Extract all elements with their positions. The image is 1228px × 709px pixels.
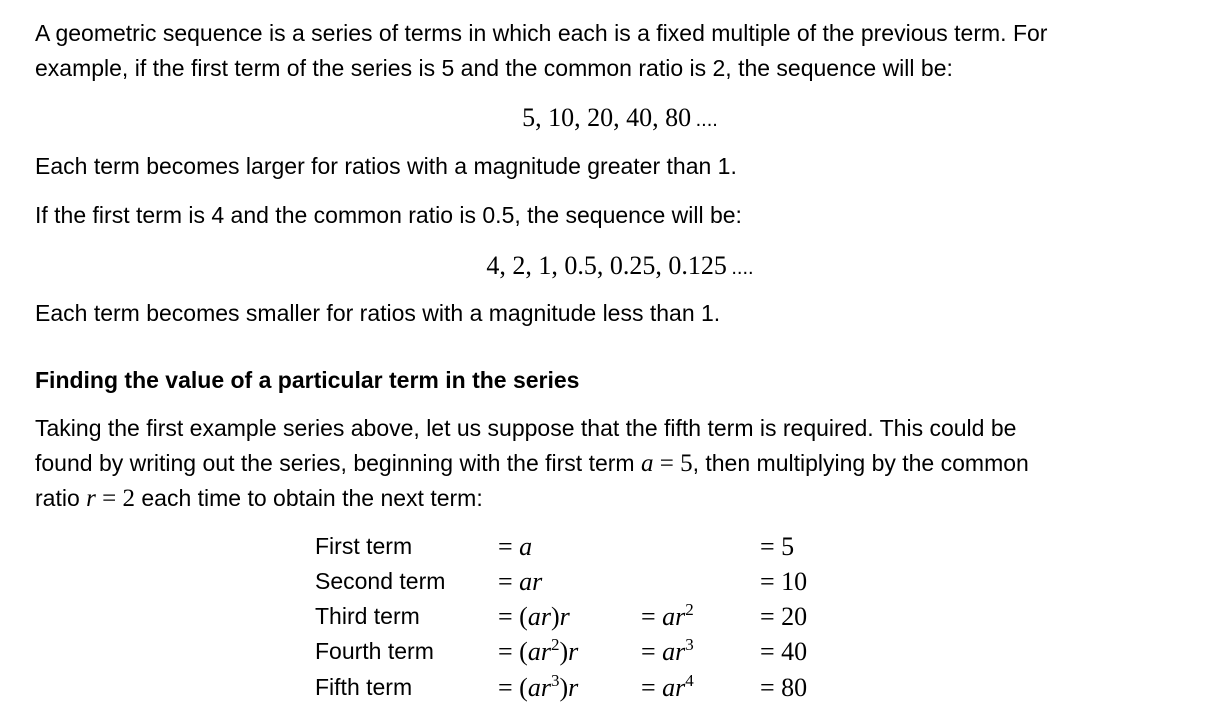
term-value: = 40: [760, 637, 808, 666]
second-example: If the first term is 4 and the common ratio is 0.5, the sequence will be:: [35, 202, 742, 228]
explain-line-1: Taking the first example series above, let us suppose that the fifth term is required. This could be: [35, 415, 1017, 441]
explain-line-2-post: , then multiplying by the common: [692, 450, 1029, 476]
terms-table-row: [35, 529, 1205, 564]
var-r: r: [86, 485, 96, 512]
explain-line-3-post: each time to obtain the next term:: [134, 485, 483, 511]
term-value: = 20: [760, 602, 808, 631]
sequence-1-terms: 5, 10, 20, 40, 80: [522, 103, 692, 132]
term-power-form: = $ar^2$: [641, 600, 694, 631]
terms-table: [35, 529, 1205, 709]
smaller-note: Each term becomes smaller for ratios with a magnitude less than 1.: [35, 300, 721, 326]
term-label: Second term: [315, 568, 446, 594]
explain-line-2: [35, 446, 1029, 481]
terms-table-row: [35, 599, 1205, 634]
section-heading: Finding the value of a particular term in the series: [35, 367, 580, 393]
term-value: = 10: [760, 567, 808, 596]
sequence-2-dots: ....: [731, 257, 754, 279]
terms-table-row: [35, 670, 1205, 705]
term-value: = 80: [760, 673, 808, 702]
var-a: a: [640, 450, 654, 477]
a-equals: = 5: [653, 450, 693, 477]
term-expression: = ar: [498, 567, 543, 596]
term-expression: = $(ar^3)r$: [498, 671, 579, 702]
term-label: Fifth term: [315, 674, 413, 700]
intro-line-1: A geometric sequence is a series of terms in which each is a fixed multiple of the previous term. For: [35, 20, 1048, 46]
explain-line-3: [35, 481, 483, 516]
term-expression: = a: [498, 532, 533, 561]
term-power-form: = $ar^3$: [641, 635, 694, 666]
r-equals: = 2: [95, 485, 135, 512]
term-label: Fourth term: [315, 638, 434, 664]
term-value: = 5: [760, 532, 795, 561]
larger-note: Each term becomes larger for ratios with a magnitude greater than 1.: [35, 153, 737, 179]
term-expression: = $(ar^2)r$: [498, 635, 579, 666]
term-label: First term: [315, 533, 413, 559]
terms-table-row: [35, 634, 1205, 669]
term-label: Third term: [315, 603, 420, 629]
sequence-1: [35, 100, 1205, 140]
sequence-1-dots: ....: [695, 109, 718, 131]
sequence-2: [35, 248, 1205, 288]
sequence-2-terms: 4, 2, 1, 0.5, 0.25, 0.125: [486, 251, 727, 280]
term-power-form: = $ar^4$: [641, 671, 694, 702]
intro-line-2: example, if the first term of the series is 5 and the common ratio is 2, the sequence will be:: [35, 55, 953, 81]
explain-line-2-pre: found by writing out the series, beginning with the first term: [35, 450, 641, 476]
terms-table-row: [35, 564, 1205, 599]
term-expression: = (ar)r: [498, 602, 570, 631]
explain-line-3-pre: ratio: [35, 485, 87, 511]
